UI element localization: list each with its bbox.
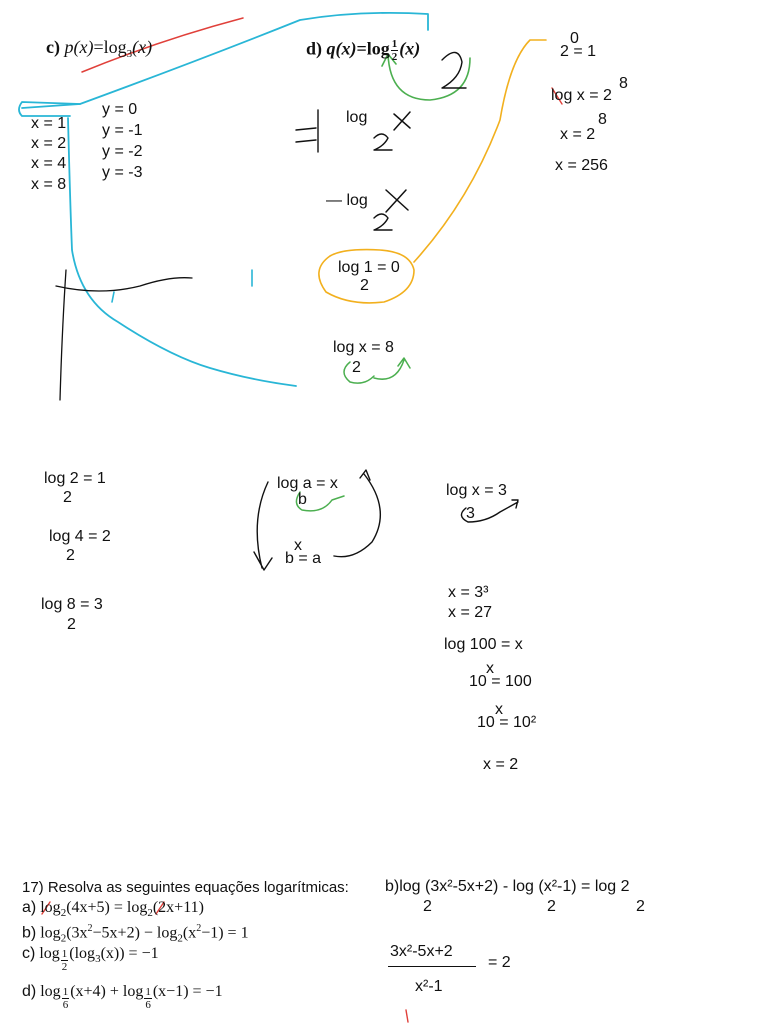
exercise-b-label: b)	[22, 924, 37, 942]
fraction-numerator: 3x²-5x+2	[390, 943, 453, 960]
fn-c-label: c)	[46, 37, 60, 57]
pow10-equation	[469, 674, 532, 690]
exercise-c-inner-log: (log	[69, 945, 96, 962]
graph-y-axis	[60, 270, 66, 400]
log1-base: 2	[360, 277, 369, 294]
logx-28-exp: 8	[619, 75, 628, 92]
hand-minus-log-label: — log	[326, 192, 368, 209]
exercise-b-arg2: (x	[182, 924, 197, 942]
fn-c-arg: (x)	[132, 37, 153, 57]
fraction-denominator: x²-1	[415, 978, 443, 995]
hand-2-near-d	[442, 52, 466, 88]
exercise-d-base2-num: 1	[145, 985, 151, 998]
fn-c-base: 3	[126, 48, 133, 60]
exercise-a	[22, 900, 204, 919]
exercise-c-base	[61, 948, 69, 973]
exercise-b-sq2: 2	[196, 923, 202, 934]
orange-curve	[414, 40, 546, 262]
red-mark-bottom	[406, 1010, 408, 1022]
exercise-c-end: (x)) = −1	[100, 945, 159, 962]
exercise-d-log1: log	[40, 983, 61, 1000]
hand-minus1	[296, 110, 318, 152]
x-256: x = 256	[555, 157, 608, 174]
pow10b-base: 10	[477, 714, 495, 731]
fn-d-base-den: 2	[391, 51, 398, 64]
fn-c-definition	[46, 38, 152, 60]
fn-d-label: d)	[306, 38, 323, 59]
log1-equation: log 1 = 0	[338, 259, 400, 276]
exercise-b	[22, 924, 249, 944]
power-rest: = 1	[568, 43, 597, 60]
exercise-d-mid: (x+4) + log	[70, 983, 144, 1000]
x-value-3: x = 4	[31, 155, 67, 172]
logx8-equation: log x = 8	[333, 339, 394, 356]
work-base-1: 2	[423, 898, 432, 915]
pow10-rest: = 100	[486, 673, 532, 690]
pow10b-equation	[477, 715, 536, 731]
exercise-b-mid: −5x+2) − log	[92, 924, 178, 942]
log100-equation: log 100 = x	[444, 636, 523, 653]
logx-28: log x = 2	[551, 87, 612, 104]
hand-2-a	[374, 134, 392, 150]
exercise-c	[22, 946, 159, 973]
exercise-a-label: a)	[22, 899, 37, 916]
log8-equation: log 8 = 3	[41, 596, 103, 613]
hand-x	[394, 112, 410, 130]
exercise-d-base1-num: 1	[62, 985, 69, 998]
logx8-base: 2	[352, 359, 361, 376]
x-28-exp: 8	[598, 111, 607, 128]
x-value-4: x = 8	[31, 176, 67, 193]
x-28: x = 2	[560, 126, 596, 143]
fn-c-log: log	[103, 37, 127, 57]
x-27: x = 27	[448, 604, 493, 621]
power-definition	[285, 551, 321, 567]
fraction-rhs: = 2	[488, 954, 511, 971]
black-arc-right	[334, 470, 380, 557]
cyan-tick-1	[112, 292, 114, 302]
x-3-cubed: x = 3³	[448, 584, 489, 601]
exercise-b-end: −1) = 1	[201, 924, 249, 942]
exercise-c-inner-base: 3	[95, 953, 101, 965]
exercise-d-base1-den: 6	[62, 999, 69, 1011]
y-value-2: y = -1	[102, 122, 143, 139]
log-definition: log a = x	[277, 475, 338, 492]
fn-d-definition	[306, 38, 420, 63]
graph-x-curve	[56, 278, 192, 291]
exercise-b-base1: 2	[60, 932, 67, 945]
black-arc-left	[254, 482, 272, 570]
fn-d-log: log	[366, 38, 390, 59]
log2-equation: log 2 = 1	[44, 470, 106, 487]
power-base: 2	[560, 43, 569, 60]
exercise-d-base1	[62, 986, 70, 1011]
pow10b-rest: = 10²	[494, 714, 537, 731]
fn-d-arg: (x)	[399, 38, 421, 59]
log8-base: 2	[67, 616, 76, 633]
power-definition-base: b	[285, 550, 294, 567]
logx3-base: 3	[466, 505, 475, 522]
exercise-a-end: (2x+11)	[152, 899, 204, 916]
exercise-d	[22, 984, 223, 1011]
exercise-c-log1: log	[39, 945, 60, 962]
exercise-b-log1: log	[40, 924, 61, 942]
work-base-2: 2	[547, 898, 556, 915]
fn-d-base	[391, 38, 399, 63]
pow10-base: 10	[469, 673, 487, 690]
exercise-a-log1: log	[40, 899, 61, 916]
log4-equation: log 4 = 2	[49, 528, 111, 545]
fn-c-lhs: p(x)	[64, 37, 94, 57]
log4-base: 2	[66, 547, 75, 564]
logx3-equation: log x = 3	[446, 482, 507, 499]
y-value-3: y = -2	[102, 143, 143, 160]
hand-2-b	[374, 214, 392, 230]
pow10b-exp: x	[495, 701, 503, 718]
exercise-title: 17) Resolva as seguintes equações logarítmicas:	[22, 879, 349, 896]
green-arrow-up	[374, 358, 410, 379]
exercise-c-base-num: 1	[61, 947, 68, 960]
y-value-4: y = -3	[102, 164, 143, 181]
hand-X-b	[386, 190, 408, 212]
power-definition-exp: x	[294, 537, 302, 554]
x-value-1: x = 1	[31, 115, 67, 132]
fraction-bar	[388, 966, 476, 967]
work-equation: b)log (3x²-5x+2) - log (x²-1) = log 2	[385, 878, 630, 895]
exercise-d-end: (x−1) = −1	[152, 983, 223, 1000]
power-2-0-exp: 0	[570, 30, 579, 47]
exercise-b-base2: 2	[177, 932, 183, 945]
exercise-d-base2	[144, 986, 152, 1011]
exercise-a-base2: 2	[147, 907, 153, 919]
fn-d-eq: =	[356, 38, 367, 59]
x-2-result: x = 2	[483, 756, 519, 773]
log-definition-base: b	[298, 491, 307, 508]
exercise-d-base2-den: 6	[145, 999, 151, 1011]
exercise-c-label: c)	[22, 945, 36, 962]
exercise-b-arg1: (3x	[66, 924, 88, 942]
pow10-exp: x	[486, 660, 494, 677]
power-definition-rest: = a	[293, 550, 322, 567]
exercise-d-label: d)	[22, 983, 37, 1000]
work-base-3: 2	[636, 898, 645, 915]
exercise-a-base1: 2	[60, 907, 67, 919]
fn-c-eq: =	[93, 37, 104, 57]
hand-log-label: log	[346, 109, 368, 126]
y-value-1: y = 0	[102, 101, 138, 118]
log2-base: 2	[63, 489, 72, 506]
exercise-c-base-den: 2	[61, 961, 68, 973]
fn-d-lhs: q(x)	[326, 38, 357, 59]
exercise-b-sq1: 2	[87, 923, 93, 934]
exercise-a-mid: (4x+5) = log	[66, 899, 148, 916]
x-value-2: x = 2	[31, 135, 67, 152]
cyan-loop-left	[19, 102, 80, 116]
fn-d-base-num: 1	[391, 38, 398, 50]
